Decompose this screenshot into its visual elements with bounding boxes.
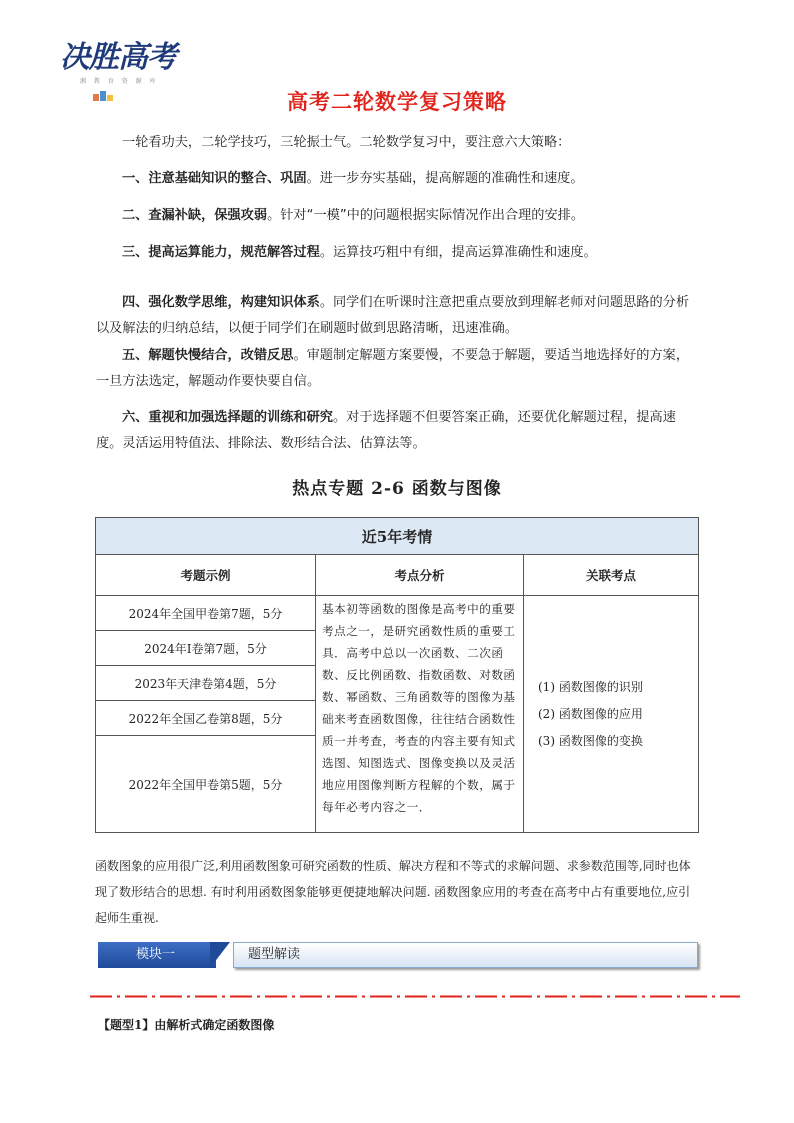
point-item: (2) 函数图像的应用 (538, 706, 643, 721)
page-title: 高考二轮数学复习策略 (287, 90, 507, 114)
point-item: (3) 函数图像的变换 (538, 733, 643, 748)
points-cell (524, 596, 699, 833)
strategy-2-heading: 二、查漏补缺，保强攻弱 (122, 208, 268, 223)
logo-text: 决胜高考 (60, 40, 176, 75)
dash-divider (90, 995, 740, 998)
module-label: 模块一 (98, 942, 216, 968)
strategy-1 (96, 166, 698, 192)
intro-line: 一轮看功夫，二轮学技巧，三轮振士气。二轮数学复习中，要注意六大策略： (122, 135, 571, 150)
header-examples: 考题示例 (96, 555, 316, 596)
intro-paragraph: 函数图象的应用很广泛,利用函数图象可研究函数的性质、解决方程和不等式的求解问题、求参数范围等,同时也体现了数形结合的思想. 有时利用函数图象能够更便捷地解决问题. 函数图象应用的考查在高考中占有重要地位,应引起师生重视. (95, 859, 691, 925)
strategy-5-text: 。审题制定解题方案要慢，不要急于解题，要适当地选择好的方案，一旦方法选定，解题动作要快要自信。 (96, 348, 690, 389)
table-title: 近5年考情 (96, 518, 699, 555)
analysis-cell: 基本初等函数的图像是高考中的重要考点之一，是研究函数性质的重要工具．高考中总以一次函数、二次函数、反比例函数、指数函数、对数函数、幂函数、三角函数等的图像为基础来考查函数图像，往往结合函数性质一并考查，考查的内容主要有知式选图、知图选式、图像变换以及灵活地应用图像判断方程解的个数，属于每年必考内容之一． (316, 596, 524, 833)
point-item: (1) 函数图像的识别 (538, 679, 643, 694)
strategy-4 (96, 290, 698, 342)
section-title: 热点专题 2-6 函数与图像 (292, 479, 502, 499)
type-heading: 【题型1】由解析式确定函数图像 (98, 1018, 275, 1032)
strategy-6-text: 。对于选择题不但要答案正确，还要优化解题过程，提高速度。灵活运用特值法、排除法、数形结合法、估算法等。 (96, 410, 676, 451)
module-separator (210, 942, 230, 968)
exam-table (95, 517, 699, 833)
header-points: 关联考点 (524, 555, 699, 596)
strategy-1-text: 。进一步夯实基础，提高解题的准确性和速度。 (306, 171, 584, 186)
example-cell: 2022年全国乙卷第8题，5分 (96, 701, 316, 736)
strategy-2-text: 。针对“一模”中的问题根据实际情况作出合理的安排。 (267, 208, 585, 223)
logo-subtitle: 湘 教 育 资 源 库 (80, 78, 159, 85)
strategy-3-text: 。运算技巧粗中有细，提高运算准确性和速度。 (319, 245, 597, 260)
strategy-2 (96, 203, 698, 229)
example-cell: 2024年I卷第7题，5分 (96, 631, 316, 666)
strategy-3 (96, 240, 698, 266)
example-cell: 2023年天津卷第4题，5分 (96, 666, 316, 701)
strategy-6 (96, 405, 698, 457)
module-banner (98, 942, 598, 968)
strategy-3-heading: 三、提高运算能力，规范解答过程 (122, 245, 320, 260)
strategy-1-heading: 一、注意基础知识的整合、巩固 (122, 171, 307, 186)
strategy-5 (96, 343, 698, 395)
strategy-6-heading: 六、重视和加强选择题的训练和研究 (122, 410, 333, 425)
example-cell: 2024年全国甲卷第7题，5分 (96, 596, 316, 631)
example-cell: 2022年全国甲卷第5题，5分 (96, 736, 316, 833)
module-name: 题型解读 (233, 942, 698, 968)
strategy-4-text: 。同学们在听课时注意把重点要放到理解老师对问题思路的分析以及解法的归纳总结，以便于同学们在刷题时做到思路清晰，迅速准确。 (96, 295, 690, 336)
header-analysis: 考点分析 (316, 555, 524, 596)
strategy-4-heading: 四、强化数学思维，构建知识体系 (122, 295, 320, 310)
strategy-5-heading: 五、解题快慢结合，改错反思 (122, 348, 294, 363)
